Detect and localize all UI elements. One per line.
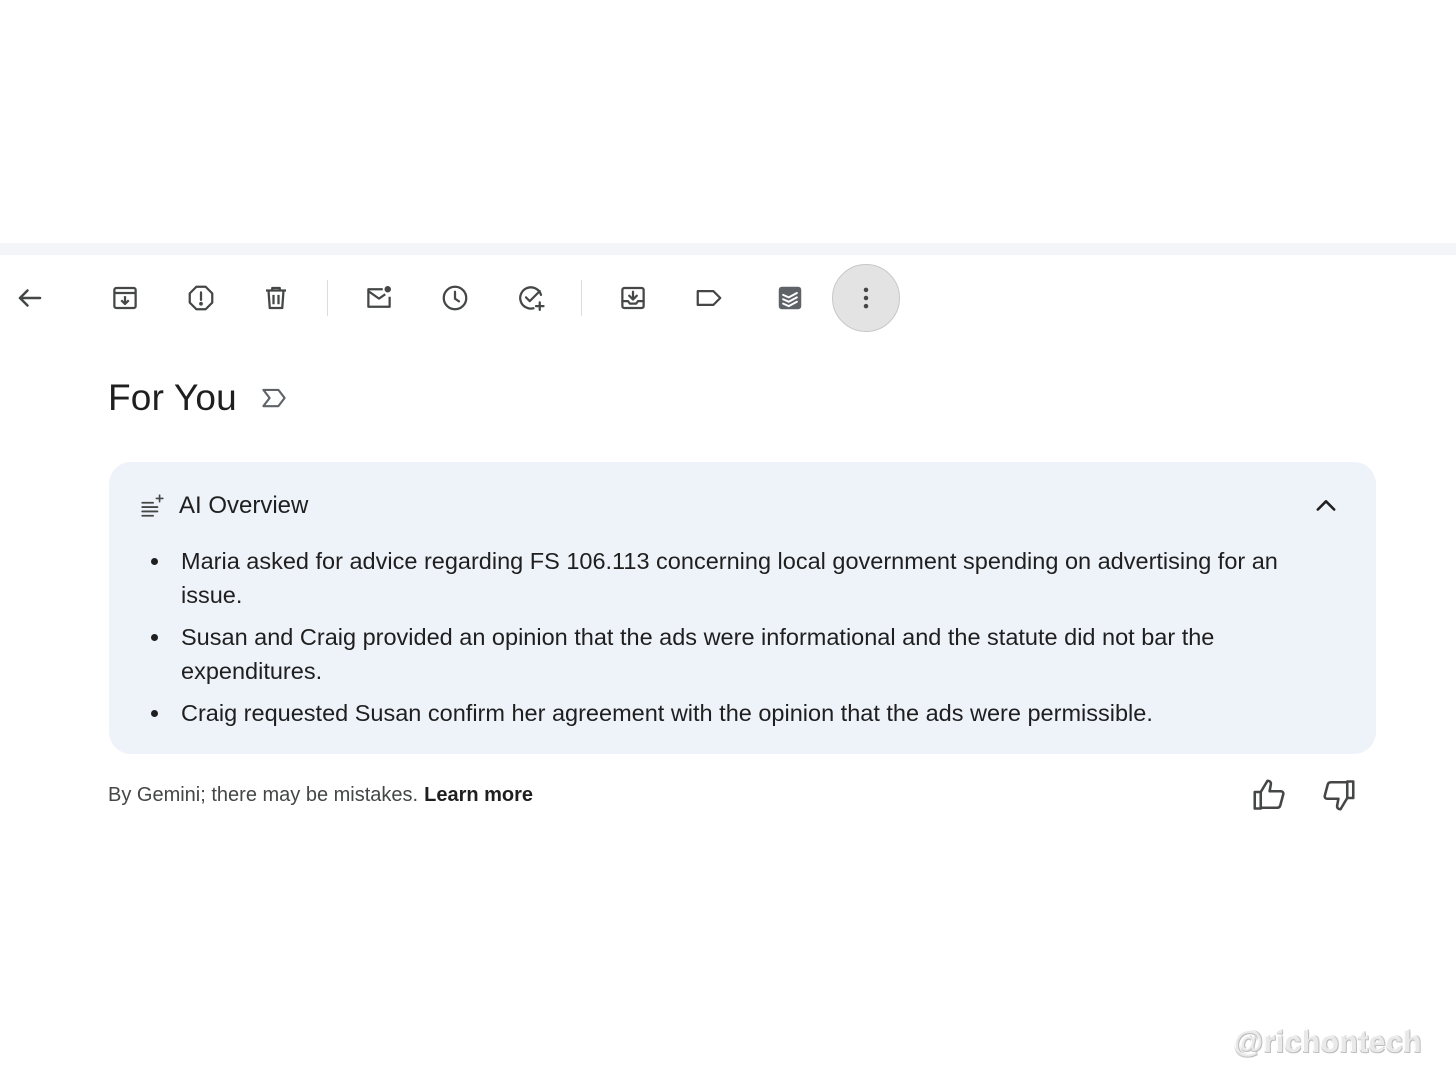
sparkle-summary-icon: [139, 493, 165, 519]
ai-overview-bullets: [145, 544, 1345, 738]
archive-button[interactable]: [101, 274, 149, 322]
ai-disclaimer-row: [108, 780, 533, 810]
list-item: Craig requested Susan confirm her agreement with the opinion that the ads were permissible.: [145, 696, 1345, 730]
toolbar-separator: [581, 280, 582, 316]
todoist-button[interactable]: [766, 274, 814, 322]
more-options-button[interactable]: [832, 264, 900, 332]
label-icon: [694, 283, 724, 313]
email-subject: For You: [108, 377, 237, 418]
thumbs-up-button[interactable]: [1246, 772, 1292, 818]
delete-button[interactable]: [252, 274, 300, 322]
collapse-button[interactable]: [1306, 486, 1346, 526]
header-divider-strip: [0, 243, 1456, 255]
add-task-icon: [516, 283, 546, 313]
arrow-left-icon: [15, 283, 45, 313]
chevron-up-icon: [1312, 492, 1340, 520]
thumbs-down-button[interactable]: [1316, 772, 1362, 818]
mark-unread-button[interactable]: [355, 274, 403, 322]
trash-icon: [261, 283, 291, 313]
todoist-icon: [775, 283, 805, 313]
watermark: @richontech: [1233, 1026, 1422, 1059]
ai-overview-card: [109, 462, 1376, 754]
thumbs-up-icon: [1251, 777, 1287, 813]
ai-overview-header: [139, 488, 308, 524]
email-toolbar: [0, 264, 1456, 332]
label-button[interactable]: [685, 274, 733, 322]
mark-unread-icon: [364, 283, 394, 313]
snooze-button[interactable]: [431, 274, 479, 322]
report-spam-icon: [186, 283, 216, 313]
report-spam-button[interactable]: [177, 274, 225, 322]
move-to-button[interactable]: [609, 274, 657, 322]
list-item: Maria asked for advice regarding FS 106.113 concerning local government spending on advertising for an issue.: [145, 544, 1345, 612]
add-task-button[interactable]: [507, 274, 555, 322]
move-to-icon: [618, 283, 648, 313]
more-vert-icon: [851, 283, 881, 313]
importance-marker-icon[interactable]: [259, 383, 289, 413]
thumbs-down-icon: [1321, 777, 1357, 813]
snooze-icon: [440, 283, 470, 313]
archive-icon: [110, 283, 140, 313]
back-button[interactable]: [6, 274, 54, 322]
ai-overview-title: AI Overview: [179, 492, 309, 519]
subject-row: [108, 372, 289, 424]
toolbar-separator: [327, 280, 328, 316]
list-item: Susan and Craig provided an opinion that the ads were informational and the statute did not bar the expenditures.: [145, 620, 1345, 688]
disclaimer-text: By Gemini; there may be mistakes.: [108, 783, 419, 806]
learn-more-link[interactable]: Learn more: [424, 783, 534, 806]
